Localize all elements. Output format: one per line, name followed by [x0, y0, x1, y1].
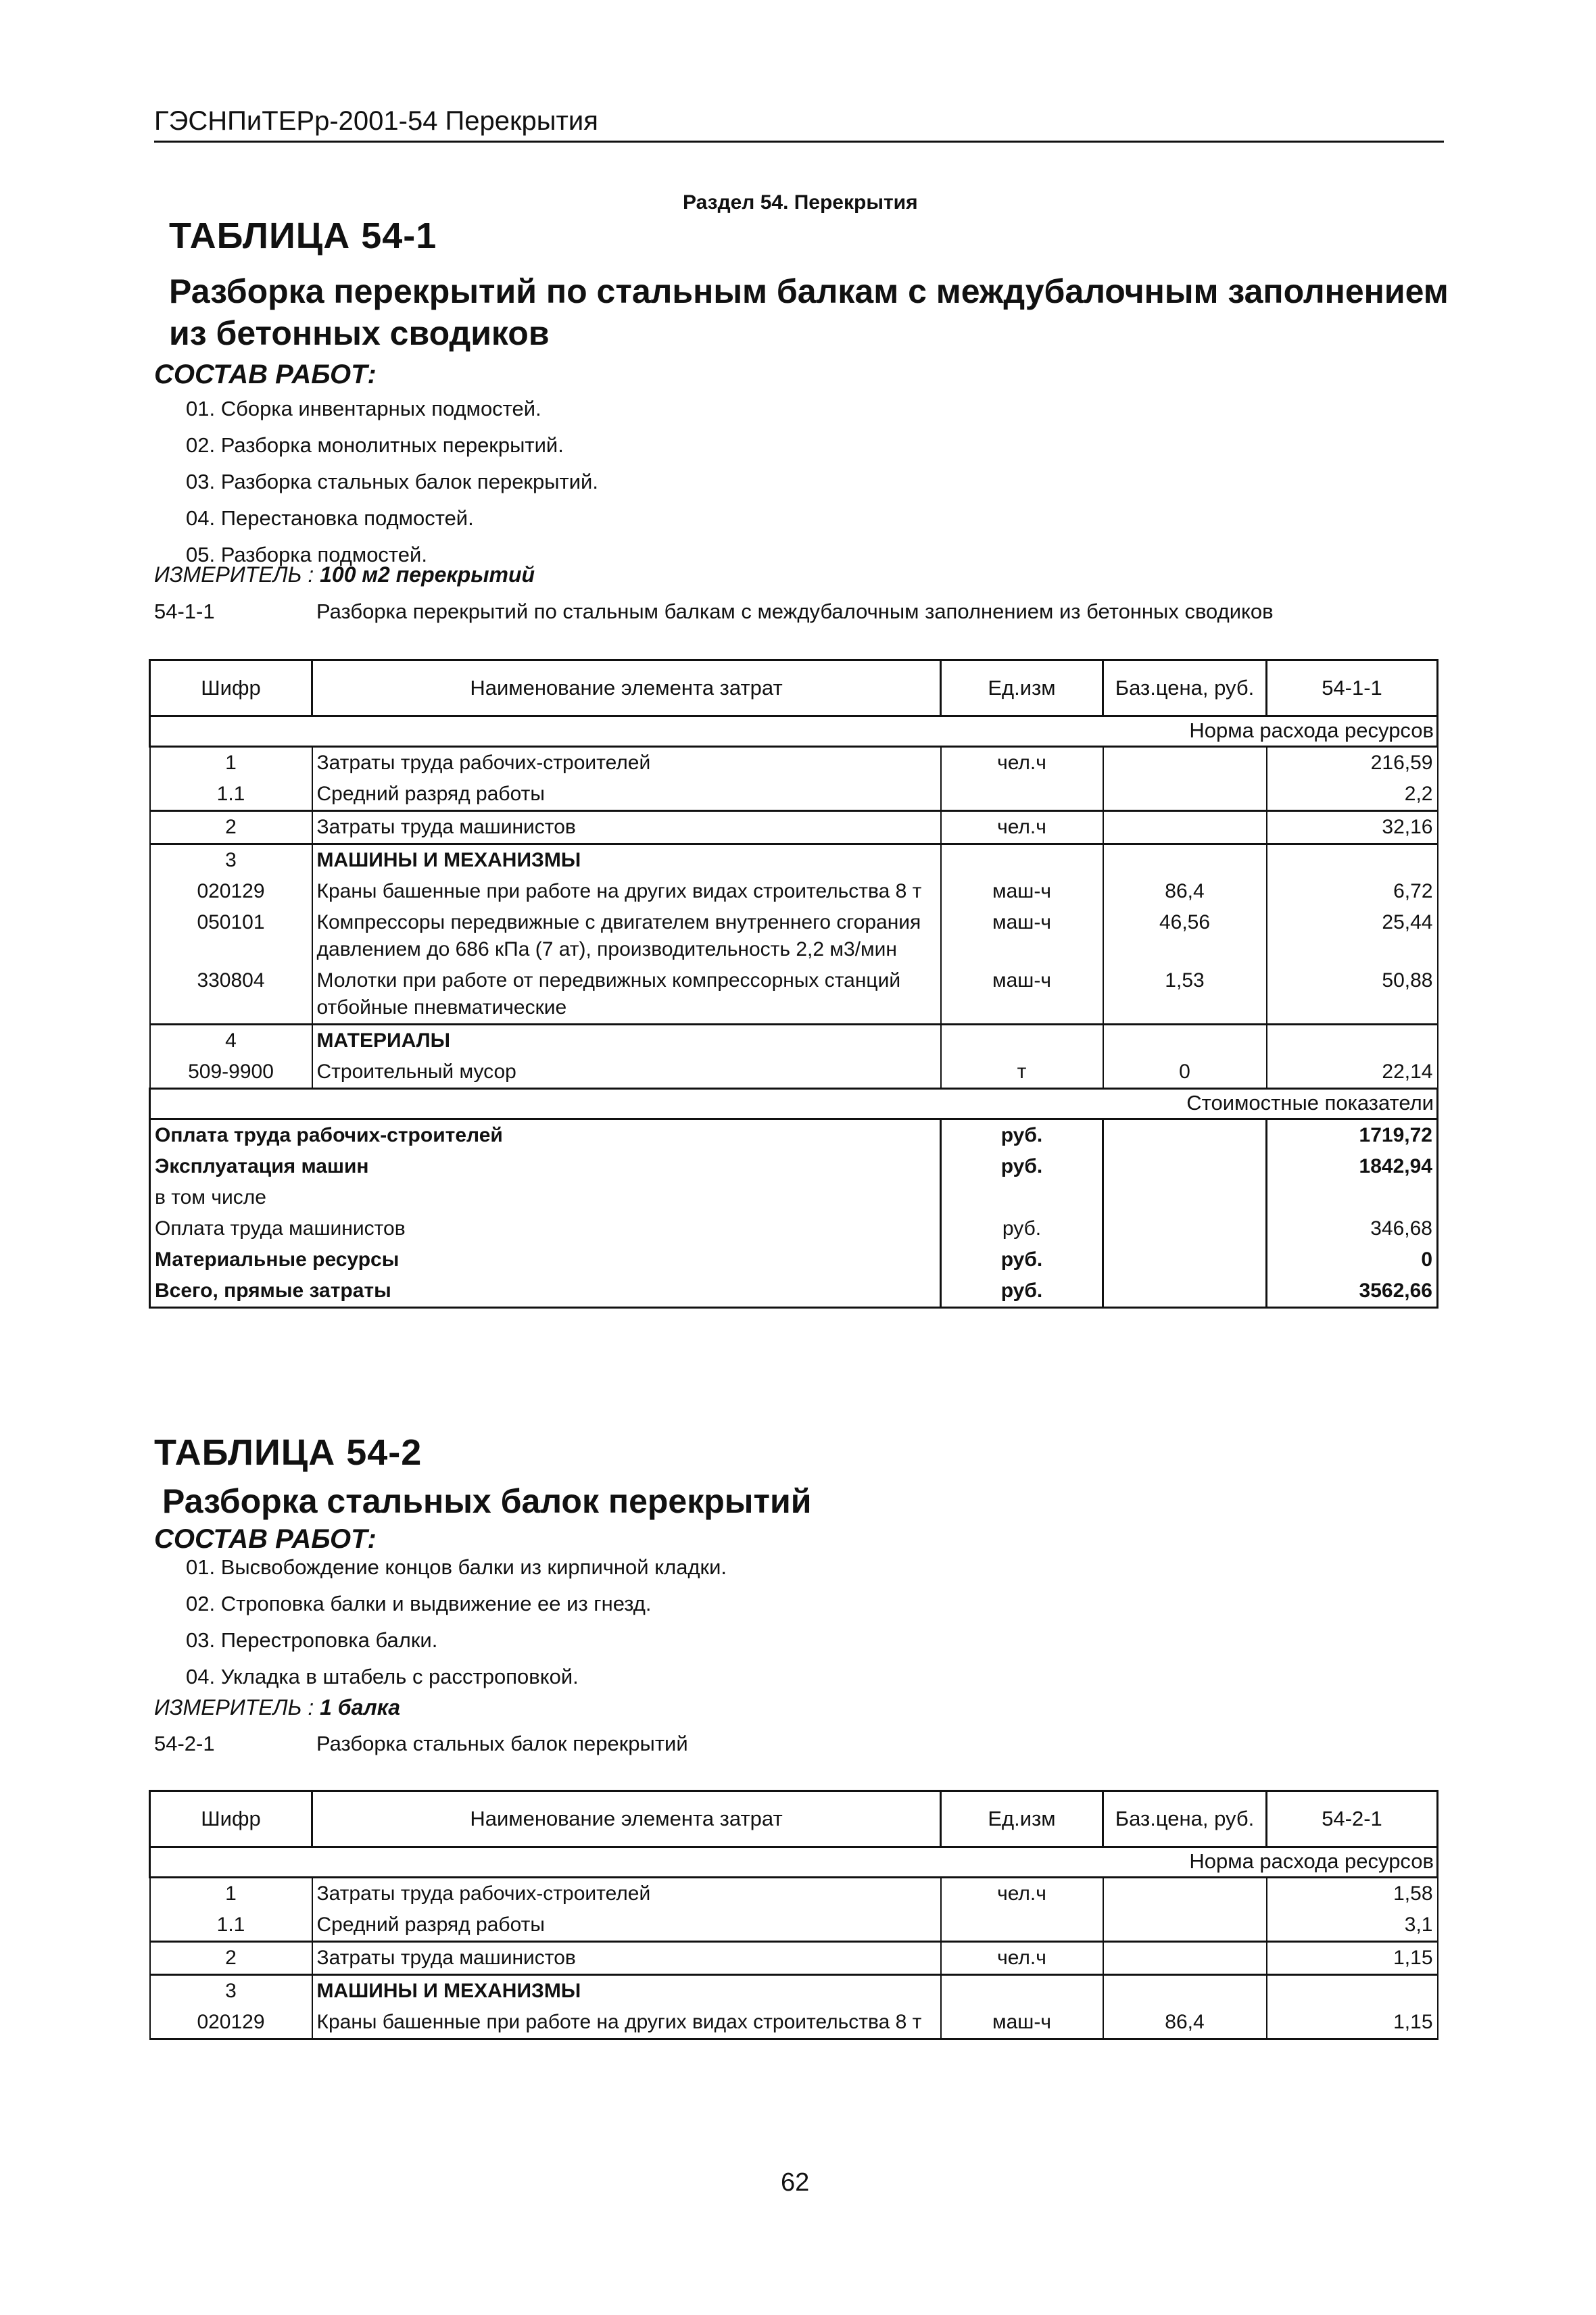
table-row — [150, 1975, 1438, 2007]
row-unit: маш-ч — [941, 876, 1103, 907]
cost-unit: руб. — [941, 1275, 1103, 1308]
cost-row — [150, 1182, 1438, 1213]
row-code: 330804 — [150, 965, 312, 1025]
work-item: 02. Разборка монолитных перекрытий. — [186, 433, 564, 457]
row-name: Компрессоры передвижные с двигателем внутреннего сгорания давлением до 686 кПа (7 ат), производительность 2,2 м3/мин — [312, 907, 941, 965]
table-row — [150, 1056, 1438, 1089]
section-title: Раздел 54. Перекрытия — [683, 191, 918, 214]
cost-label: Стоимостные показатели — [150, 1089, 1438, 1119]
table-row — [150, 779, 1438, 811]
row-price: 86,4 — [1103, 876, 1267, 907]
column-header: Баз.цена, руб. — [1103, 1791, 1267, 1847]
row-value: 32,16 — [1267, 811, 1438, 844]
table1-works-heading: СОСТАВ РАБОТ: — [154, 360, 377, 389]
row-name: Краны башенные при работе на других видах строительства 8 т — [312, 2007, 941, 2039]
row-unit: т — [941, 1056, 1103, 1089]
row-name: Затраты труда машинистов — [312, 1942, 941, 1975]
cost-name: Материальные ресурсы — [150, 1244, 941, 1275]
work-item: 01. Высвобождение концов балки из кирпичной кладки. — [186, 1555, 727, 1579]
row-value: 6,72 — [1267, 876, 1438, 907]
cost-value: 346,68 — [1267, 1213, 1438, 1244]
table-row — [150, 1909, 1438, 1942]
measure-value: 1 балка — [320, 1695, 401, 1720]
cost-unit: руб. — [941, 1213, 1103, 1244]
cost-value: 3562,66 — [1267, 1275, 1438, 1308]
row-unit — [941, 779, 1103, 811]
table1-title: Разборка перекрытий по стальным балкам с междубалочным заполнением из бетонных сводиков — [169, 272, 1449, 352]
row-code: 1 — [150, 747, 312, 779]
table-row — [150, 907, 1438, 965]
column-header: Ед.изм — [941, 660, 1103, 716]
row-code: 050101 — [150, 907, 312, 965]
row-unit: маш-ч — [941, 965, 1103, 1025]
row-value — [1267, 1025, 1438, 1057]
table2-title: Разборка стальных балок перекрытий — [162, 1482, 812, 1520]
work-item: 03. Перестроповка балки. — [186, 1628, 438, 1652]
row-unit: чел.ч — [941, 1878, 1103, 1910]
row-unit: маш-ч — [941, 2007, 1103, 2039]
work-item: 04. Укладка в штабель с расстроповкой. — [186, 1665, 579, 1688]
cost-unit: руб. — [941, 1119, 1103, 1152]
cost-value: 1842,94 — [1267, 1151, 1438, 1182]
table-row — [150, 876, 1438, 907]
row-price — [1103, 844, 1267, 877]
row-code: 1.1 — [150, 779, 312, 811]
cost-name: Оплата труда рабочих-строителей — [150, 1119, 941, 1152]
table2-resources — [149, 1790, 1438, 2040]
table-row — [150, 811, 1438, 844]
cost-unit: руб. — [941, 1151, 1103, 1182]
row-code: 020129 — [150, 876, 312, 907]
table2-label: ТАБЛИЦА 54-2 — [154, 1432, 422, 1473]
row-name: Строительный мусор — [312, 1056, 941, 1089]
table1-code-line — [154, 600, 1274, 624]
table-row — [150, 1025, 1438, 1057]
code: 54-2-1 — [154, 1732, 215, 1755]
code-description: Разборка стальных балок перекрытий — [316, 1732, 688, 1755]
row-unit — [941, 844, 1103, 877]
code: 54-1-1 — [154, 600, 215, 623]
row-name: МАШИНЫ И МЕХАНИЗМЫ — [312, 1975, 941, 2007]
row-name: Затраты труда рабочих-строителей — [312, 1878, 941, 1910]
row-price — [1103, 1025, 1267, 1057]
row-price — [1103, 747, 1267, 779]
row-price — [1103, 1975, 1267, 2007]
table1-label: ТАБЛИЦА 54-1 — [169, 216, 437, 256]
row-price — [1103, 1909, 1267, 1942]
column-header: Ед.изм — [941, 1791, 1103, 1847]
row-code: 4 — [150, 1025, 312, 1057]
column-header: Шифр — [150, 660, 312, 716]
work-item: 04. Перестановка подмостей. — [186, 506, 474, 530]
row-code: 2 — [150, 1942, 312, 1975]
table2-works-list — [186, 1549, 727, 1695]
row-value — [1267, 1975, 1438, 2007]
cost-row — [150, 1275, 1438, 1308]
row-name: Средний разряд работы — [312, 779, 941, 811]
column-header: Наименование элемента затрат — [312, 660, 941, 716]
row-value: 22,14 — [1267, 1056, 1438, 1089]
table-row — [150, 844, 1438, 877]
measure-label: ИЗМЕРИТЕЛЬ : — [154, 562, 314, 587]
column-header: Шифр — [150, 1791, 312, 1847]
row-price: 0 — [1103, 1056, 1267, 1089]
row-name: Средний разряд работы — [312, 1909, 941, 1942]
code-description: Разборка перекрытий по стальным балкам с междубалочным заполнением из бетонных сводиков — [316, 600, 1274, 623]
cost-row — [150, 1119, 1438, 1152]
row-value: 50,88 — [1267, 965, 1438, 1025]
row-unit: маш-ч — [941, 907, 1103, 965]
row-price — [1103, 779, 1267, 811]
column-header: 54-1-1 — [1267, 660, 1438, 716]
cost-row — [150, 1244, 1438, 1275]
table-row — [150, 2007, 1438, 2039]
row-price: 1,53 — [1103, 965, 1267, 1025]
column-header: 54-2-1 — [1267, 1791, 1438, 1847]
norm-label: Норма расхода ресурсов — [150, 716, 1438, 747]
row-price — [1103, 1942, 1267, 1975]
row-price: 86,4 — [1103, 2007, 1267, 2039]
work-item: 05. Разборка подмостей. — [186, 543, 427, 566]
work-item: 03. Разборка стальных балок перекрытий. — [186, 470, 598, 493]
row-value: 1,15 — [1267, 2007, 1438, 2039]
table2-code-line — [154, 1732, 688, 1756]
row-name: Молотки при работе от передвижных компрессорных станций отбойные пневматические — [312, 965, 941, 1025]
cost-value — [1267, 1182, 1438, 1213]
row-unit: чел.ч — [941, 811, 1103, 844]
row-value: 216,59 — [1267, 747, 1438, 779]
cost-value: 0 — [1267, 1244, 1438, 1275]
table1-resources — [149, 659, 1438, 1309]
measure-label: ИЗМЕРИТЕЛЬ : — [154, 1695, 314, 1720]
measure-value: 100 м2 перекрытий — [320, 562, 535, 587]
cost-row — [150, 1151, 1438, 1182]
row-code: 509-9900 — [150, 1056, 312, 1089]
cost-row — [150, 1213, 1438, 1244]
row-code: 1.1 — [150, 1909, 312, 1942]
row-value: 1,15 — [1267, 1942, 1438, 1975]
column-header: Баз.цена, руб. — [1103, 660, 1267, 716]
work-item: 02. Строповка балки и выдвижение ее из гнезд. — [186, 1592, 652, 1615]
table-row — [150, 1878, 1438, 1910]
row-code: 1 — [150, 1878, 312, 1910]
cost-name: в том числе — [150, 1182, 941, 1213]
row-name: МАТЕРИАЛЫ — [312, 1025, 941, 1057]
table1-measure — [154, 562, 535, 587]
row-value — [1267, 844, 1438, 877]
table2-measure — [154, 1695, 400, 1720]
row-price: 46,56 — [1103, 907, 1267, 965]
table-row — [150, 1942, 1438, 1975]
row-price — [1103, 811, 1267, 844]
row-price — [1103, 1878, 1267, 1910]
row-name: Затраты труда машинистов — [312, 811, 941, 844]
row-unit — [941, 1025, 1103, 1057]
row-value: 25,44 — [1267, 907, 1438, 965]
row-code: 2 — [150, 811, 312, 844]
row-name: Затраты труда рабочих-строителей — [312, 747, 941, 779]
row-value: 2,2 — [1267, 779, 1438, 811]
running-header: ГЭСНПиТЕРр-2001-54 Перекрытия — [154, 101, 1444, 143]
row-name: Краны башенные при работе на других видах строительства 8 т — [312, 876, 941, 907]
cost-unit: руб. — [941, 1244, 1103, 1275]
row-value: 1,58 — [1267, 1878, 1438, 1910]
cost-name: Всего, прямые затраты — [150, 1275, 941, 1308]
row-name: МАШИНЫ И МЕХАНИЗМЫ — [312, 844, 941, 877]
table-row — [150, 747, 1438, 779]
row-value: 3,1 — [1267, 1909, 1438, 1942]
cost-name: Оплата труда машинистов — [150, 1213, 941, 1244]
cost-name: Эксплуатация машин — [150, 1151, 941, 1182]
cost-value: 1719,72 — [1267, 1119, 1438, 1152]
row-unit — [941, 1909, 1103, 1942]
work-item: 01. Сборка инвентарных подмостей. — [186, 397, 541, 420]
table1-works-list — [186, 391, 598, 573]
row-unit: чел.ч — [941, 747, 1103, 779]
table-row — [150, 965, 1438, 1025]
table2-works-heading: СОСТАВ РАБОТ: — [154, 1524, 377, 1554]
row-unit: чел.ч — [941, 1942, 1103, 1975]
column-header: Наименование элемента затрат — [312, 1791, 941, 1847]
row-code: 3 — [150, 1975, 312, 2007]
row-code: 020129 — [150, 2007, 312, 2039]
norm-label: Норма расхода ресурсов — [150, 1847, 1438, 1878]
row-unit — [941, 1975, 1103, 2007]
page-number: 62 — [781, 2168, 810, 2197]
cost-unit — [941, 1182, 1103, 1213]
row-code: 3 — [150, 844, 312, 877]
